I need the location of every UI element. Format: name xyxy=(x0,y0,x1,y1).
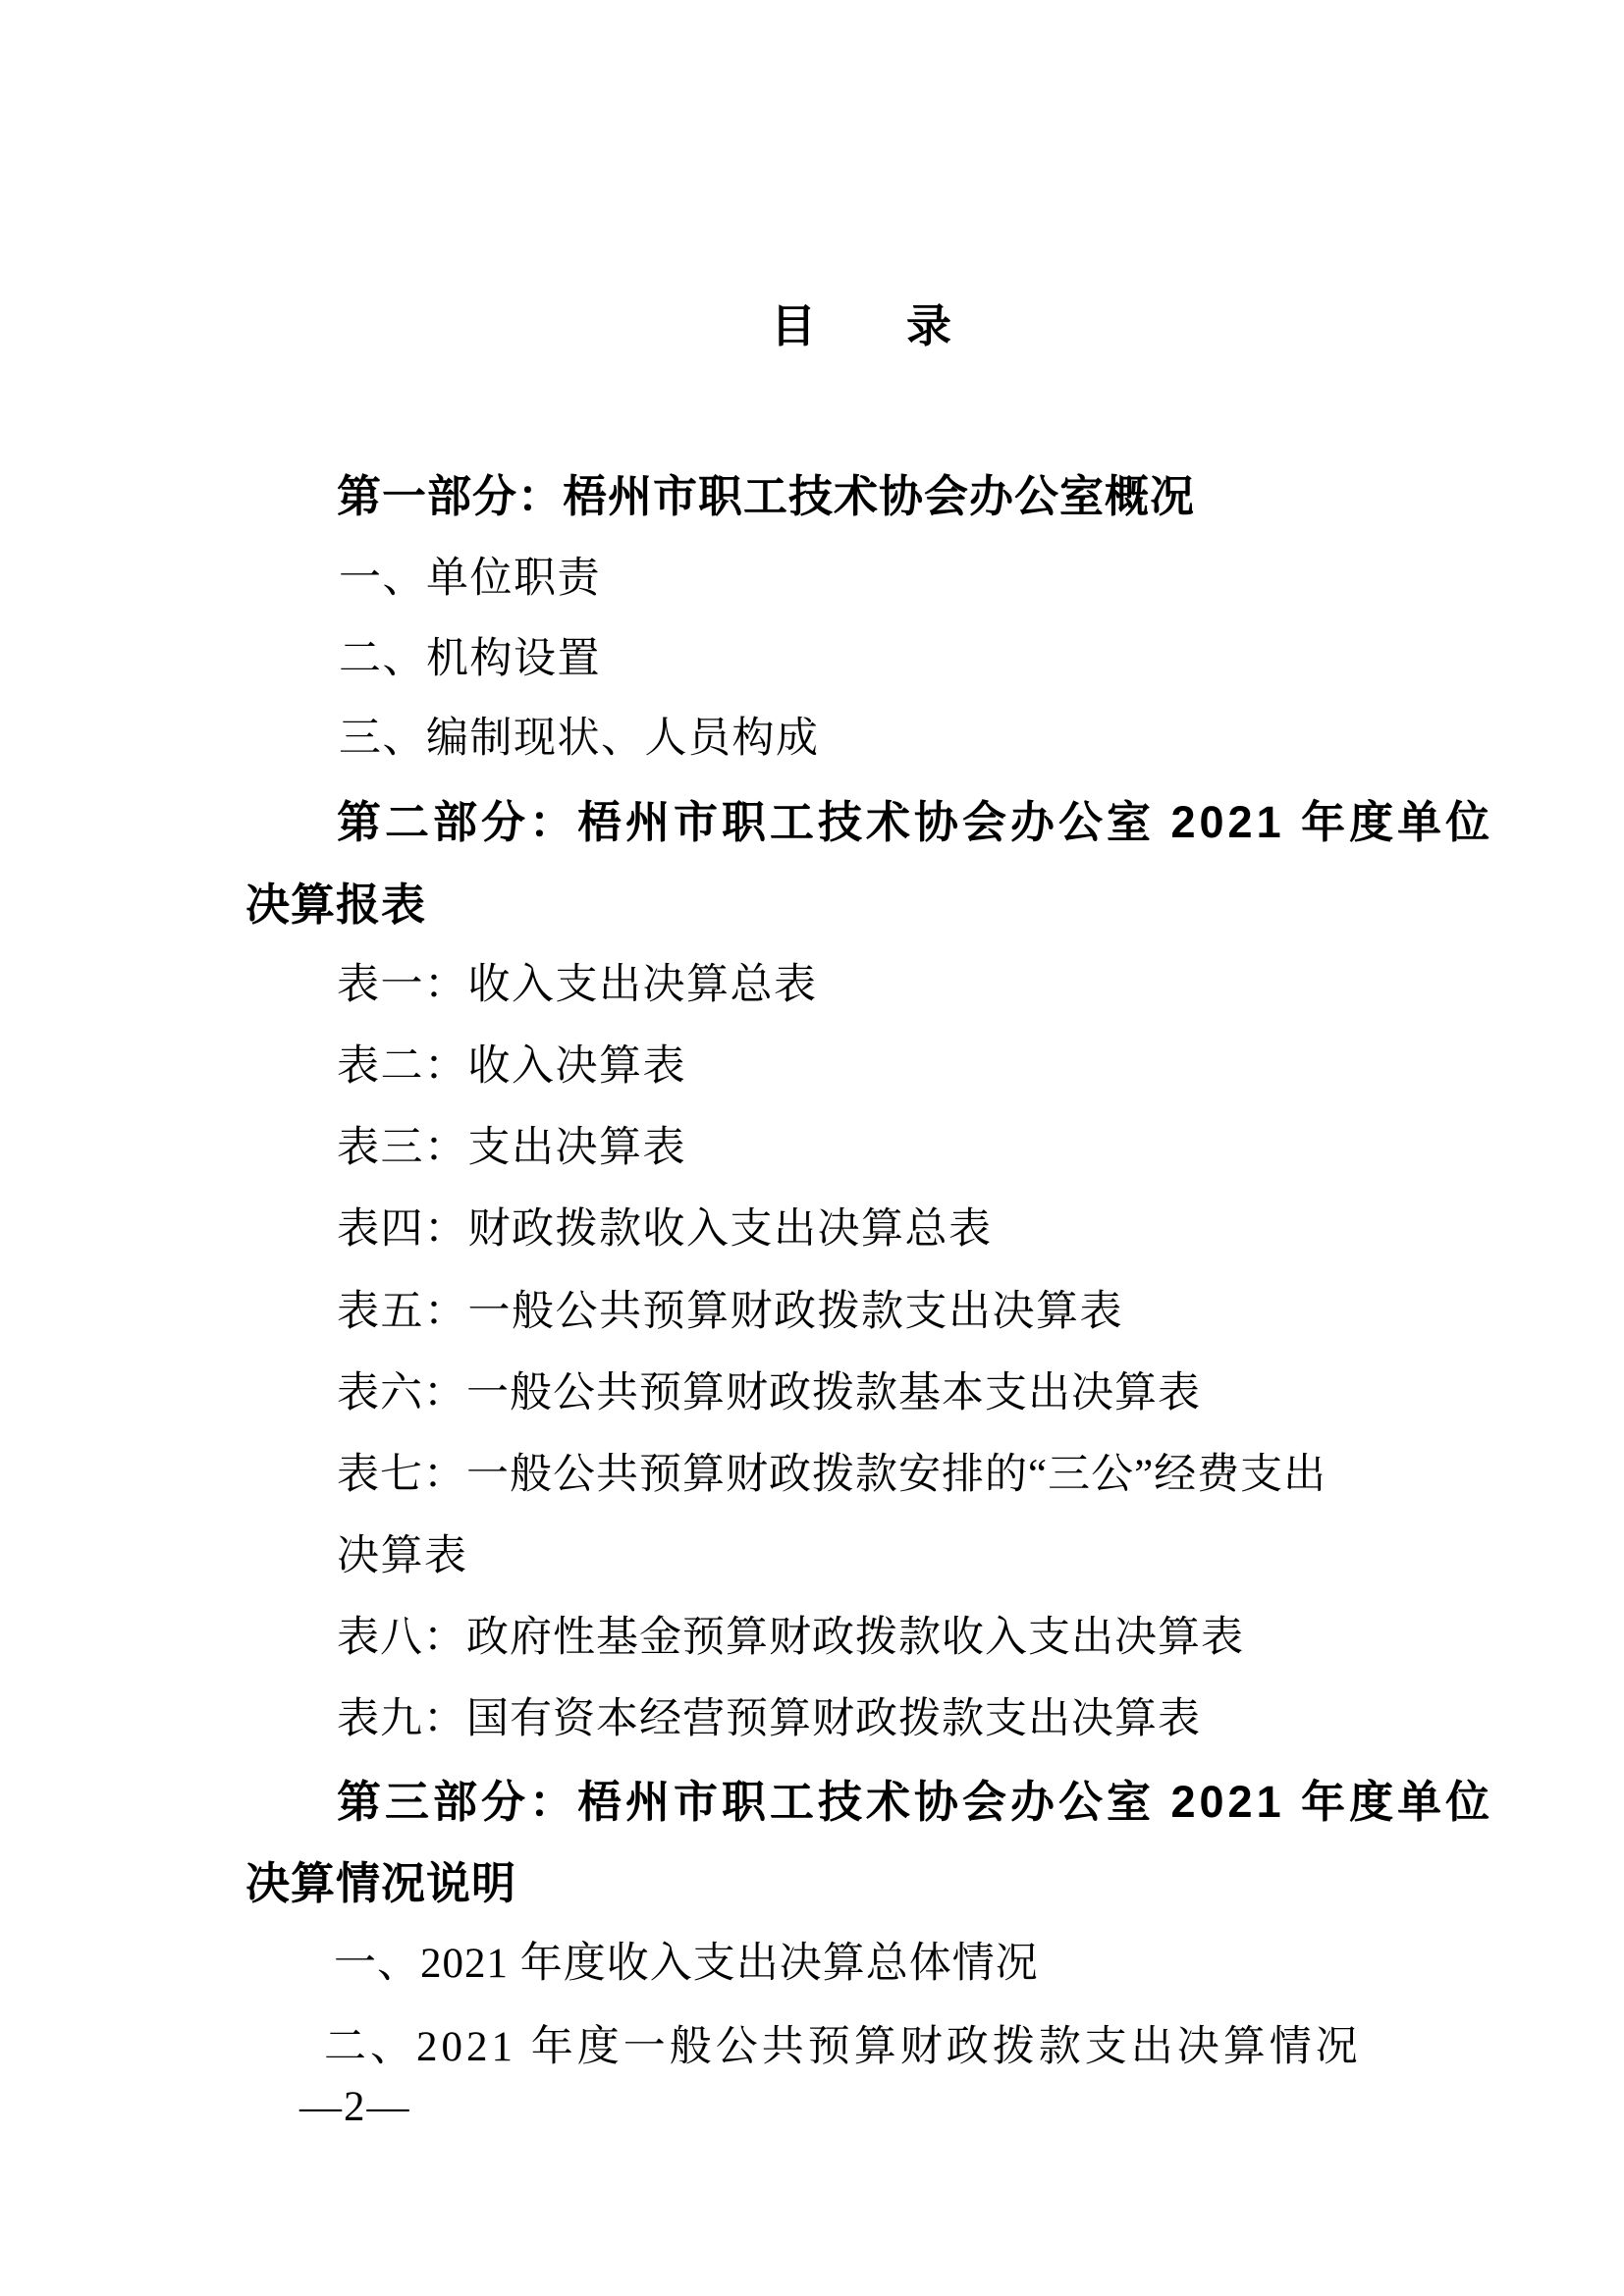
table-item-1: 表一：收入支出决算总表 xyxy=(337,962,818,1008)
part3-item-2: 二、2021 年度一般公共预算财政拨款支出决算情况 xyxy=(324,2024,1362,2070)
table-item-3: 表三：支出决算表 xyxy=(337,1125,686,1171)
part3-heading-line2: 决算情况说明 xyxy=(245,1858,517,1908)
table-item-8: 表八：政府性基金预算财政拨款收入支出决算表 xyxy=(337,1615,1244,1661)
table-item-7-continuation: 决算表 xyxy=(337,1533,468,1579)
page-number: —2— xyxy=(299,2084,411,2130)
part1-heading: 第一部分：梧州市职工技术协会办公室概况 xyxy=(337,471,1196,521)
table-item-2: 表二：收入决算表 xyxy=(337,1043,686,1090)
part1-item-2: 二、机构设置 xyxy=(339,636,601,682)
table-item-7: 表七：一般公共预算财政拨款安排的“三公”经费支出 xyxy=(337,1452,1327,1498)
table-item-4: 表四：财政拨款收入支出决算总表 xyxy=(337,1206,993,1253)
part3-heading-line1: 第三部分：梧州市职工技术协会办公室 2021 年度单位 xyxy=(337,1777,1494,1827)
table-item-9: 表九：国有资本经营预算财政拨款支出决算表 xyxy=(337,1696,1201,1742)
table-item-6: 表六：一般公共预算财政拨款基本支出决算表 xyxy=(337,1370,1201,1416)
table-item-5: 表五：一般公共预算财政拨款支出决算表 xyxy=(337,1289,1123,1335)
part1-item-3: 三、编制现状、人员构成 xyxy=(339,716,820,762)
page-title: 目 录 xyxy=(771,300,951,351)
part2-heading-line2: 决算报表 xyxy=(245,880,427,930)
part1-item-1: 一、单位职责 xyxy=(339,556,601,602)
part2-heading-line1: 第二部分：梧州市职工技术协会办公室 2021 年度单位 xyxy=(337,797,1494,847)
part3-item-1: 一、2021 年度收入支出决算总体情况 xyxy=(334,1941,1039,1987)
